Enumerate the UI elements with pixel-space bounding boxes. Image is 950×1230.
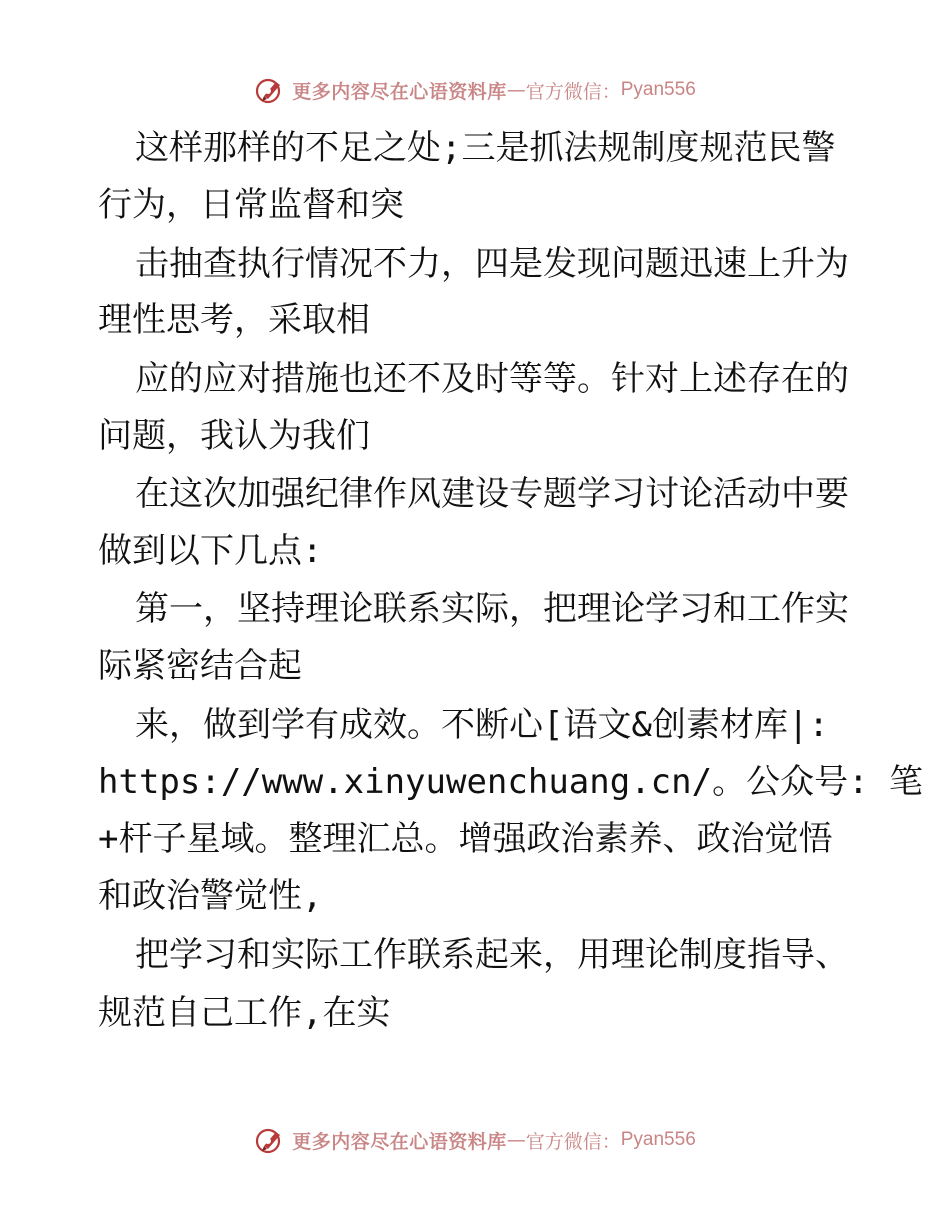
footer-banner bbox=[0, 1120, 950, 1160]
banner-wechat-label: 官方微信： bbox=[525, 1130, 621, 1153]
body-line: 击抽查执行情况不力，四是发现问题迅速上升为 bbox=[135, 244, 849, 284]
pen-logo-icon bbox=[254, 1124, 286, 1156]
banner-wechat-id: Pyan556 bbox=[620, 79, 696, 100]
body-line: 把学习和实际工作联系起来，用理论制度指导、 bbox=[135, 935, 849, 975]
banner-main-text: 更多内容尽在心语资料库 bbox=[292, 80, 507, 103]
banner-wechat-label: 官方微信： bbox=[525, 80, 621, 103]
body-line: 这样那样的不足之处;三是抓法规制度规范民警 bbox=[135, 128, 836, 168]
body-line: +杆子星域。整理汇总。增强政治素养、政治觉悟 bbox=[98, 819, 833, 859]
body-line: 来，做到学有成效。不断心[语文&创素材库|: bbox=[135, 705, 829, 745]
banner-separator: — bbox=[506, 79, 526, 101]
banner-wechat-id: Pyan556 bbox=[620, 1129, 696, 1150]
pen-logo-icon bbox=[254, 74, 286, 106]
body-line: 行为，日常监督和突 bbox=[98, 185, 404, 225]
body-line: 理性思考，采取相 bbox=[98, 300, 370, 340]
body-line: 第一，坚持理论联系实际，把理论学习和工作实 bbox=[135, 589, 849, 629]
body-line: 做到以下几点: bbox=[98, 531, 323, 571]
body-line: 规范自己工作,在实 bbox=[98, 993, 391, 1033]
body-line: 问题，我认为我们 bbox=[98, 416, 370, 456]
body-line: 际紧密结合起 bbox=[98, 646, 302, 686]
body-line: https://www.xinyuwenchuang.cn/。公众号: 笔 bbox=[98, 762, 924, 802]
header-banner bbox=[0, 70, 950, 110]
body-line: 在这次加强纪律作风建设专题学习讨论活动中要 bbox=[135, 474, 849, 514]
banner-separator: — bbox=[506, 1129, 526, 1151]
banner-main-text: 更多内容尽在心语资料库 bbox=[292, 1130, 507, 1153]
body-line: 和政治警觉性, bbox=[98, 876, 323, 916]
body-line: 应的应对措施也还不及时等等。针对上述存在的 bbox=[135, 359, 849, 399]
